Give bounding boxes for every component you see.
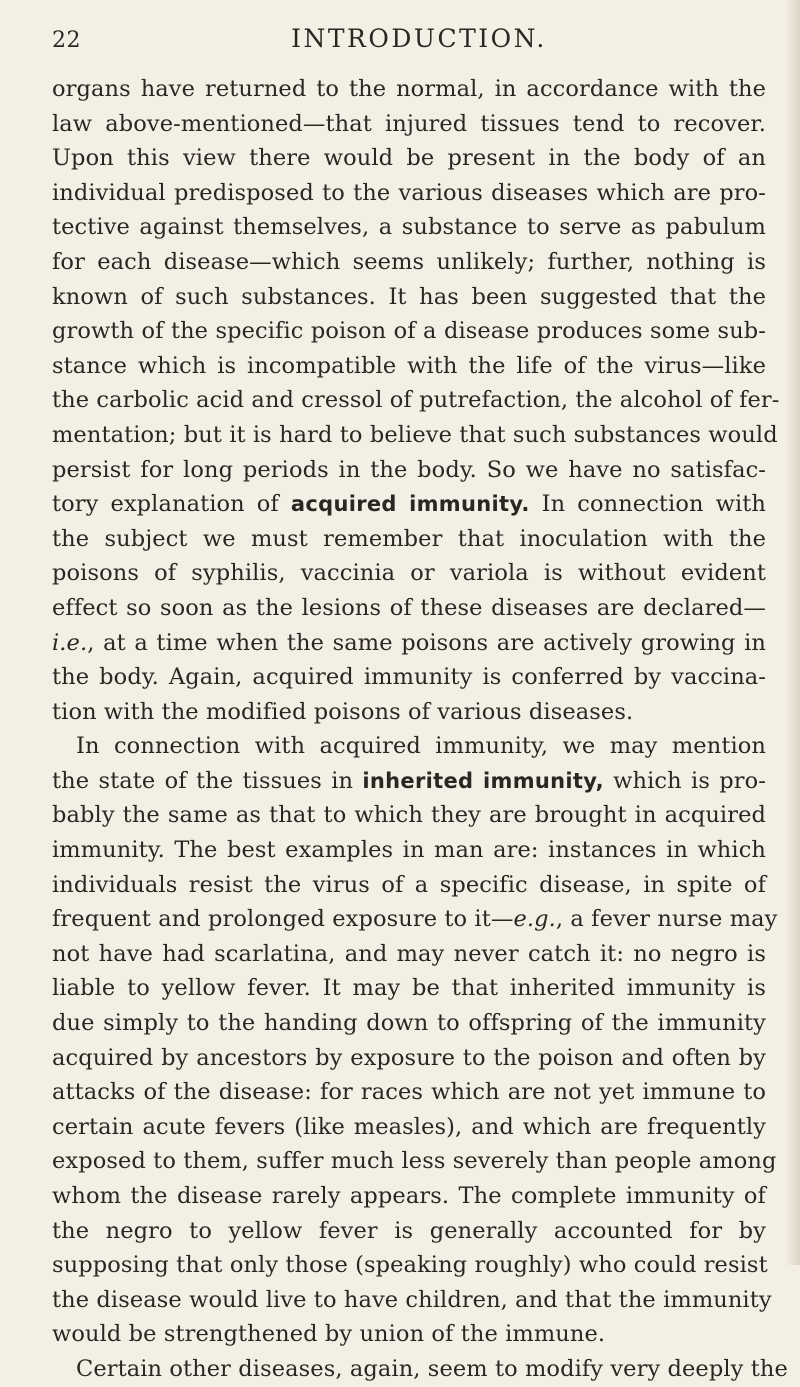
bold-term-acquired-immunity: acquired immunity. [290,492,530,517]
text-line: individuals resist the virus of a specific disease, in spite of [52,871,766,898]
body-text [52,72,788,1387]
text-span: which is pro- [603,767,766,794]
text-line: due simply to the handing down to offspring of the immunity [52,1010,766,1037]
text-line [52,902,778,937]
text-line: law above-mentioned—that injured tissues tend to recover. [52,110,766,137]
italic-abbrev: e.g. [513,906,556,933]
page-edge-shadow [786,0,800,1265]
text-line: certain acute fevers (like measles), and which are frequently [52,1113,766,1140]
text-line: the carbolic acid and cressol of putrefaction, the alcohol of fer- [52,387,780,414]
page-header [52,20,766,54]
text-line [52,626,766,661]
text-line: acquired by ancestors by exposure to the poison and often by [52,1044,766,1071]
running-head: INTRODUCTION. [291,24,547,53]
text-line: immunity. The best examples in man are: instances in which [52,837,766,864]
italic-abbrev: i.e. [52,629,88,656]
text-span: In connection with [529,491,766,518]
text-line: stance which is incompatible with the life of the virus—like [52,352,766,379]
text-line: not have had scarlatina, and may never catch it: no negro is [52,940,766,967]
text-span: the state of the tissues in [52,767,354,794]
text-span: , a fever nurse may [555,906,778,933]
text-line: the negro to yellow fever is generally accounted for by [52,1217,766,1244]
bold-term-inherited-immunity: inherited immunity, [362,768,604,793]
text-line: Upon this view there would be present in the body of an [52,145,766,172]
text-line: attacks of the disease: for races which are not yet immune to [52,1079,766,1106]
text-line: known of such substances. It has been suggested that the [52,283,766,310]
text-line: tective against themselves, a substance to serve as pabulum [52,214,766,241]
text-line [52,487,766,522]
text-line: Certain other diseases, again, seem to modify very deeply the [76,1355,788,1382]
text-line: In connection with acquired immunity, we may mention [76,733,766,760]
text-line: the disease would live to have children, and that the immunity [52,1286,772,1313]
text-line: growth of the specific poison of a disease produces some sub- [52,318,766,345]
text-line: tion with the modified poisons of various diseases. [52,698,634,725]
text-span: frequent and prolonged exposure to it— [52,906,514,933]
text-line: supposing that only those (speaking roughly) who could resist [52,1252,768,1279]
text-line: for each disease—which seems unlikely; further, nothing is [52,248,766,275]
text-line: liable to yellow fever. It may be that inherited immunity is [52,975,766,1002]
text-line: would be strengthened by union of the immune. [52,1321,606,1348]
text-line: bably the same as that to which they are brought in acquired [52,802,766,829]
text-line: persist for long periods in the body. So we have no satisfac- [52,456,766,483]
text-line: the subject we must remember that inoculation with the [52,525,766,552]
text-line: organs have returned to the normal, in accordance with the [52,76,766,102]
text-line: exposed to them, suffer much less severely than people among [52,1148,777,1175]
text-line: effect so soon as the lesions of these diseases are declared— [52,594,766,621]
text-span: tory explanation of [52,491,279,518]
text-line: individual predisposed to the various diseases which are pro- [52,179,766,206]
text-span: , at a time when the same poisons are actively growing in [87,629,766,656]
text-line: mentation; but it is hard to believe that such substances would [52,421,778,448]
page-number: 22 [52,28,81,53]
text-line: whom the disease rarely appears. The complete immunity of [52,1183,766,1209]
text-line [52,764,766,799]
text-line: the body. Again, acquired immunity is conferred by vaccina- [52,664,766,691]
text-line: poisons of syphilis, vaccinia or variola is without evident [52,560,766,587]
